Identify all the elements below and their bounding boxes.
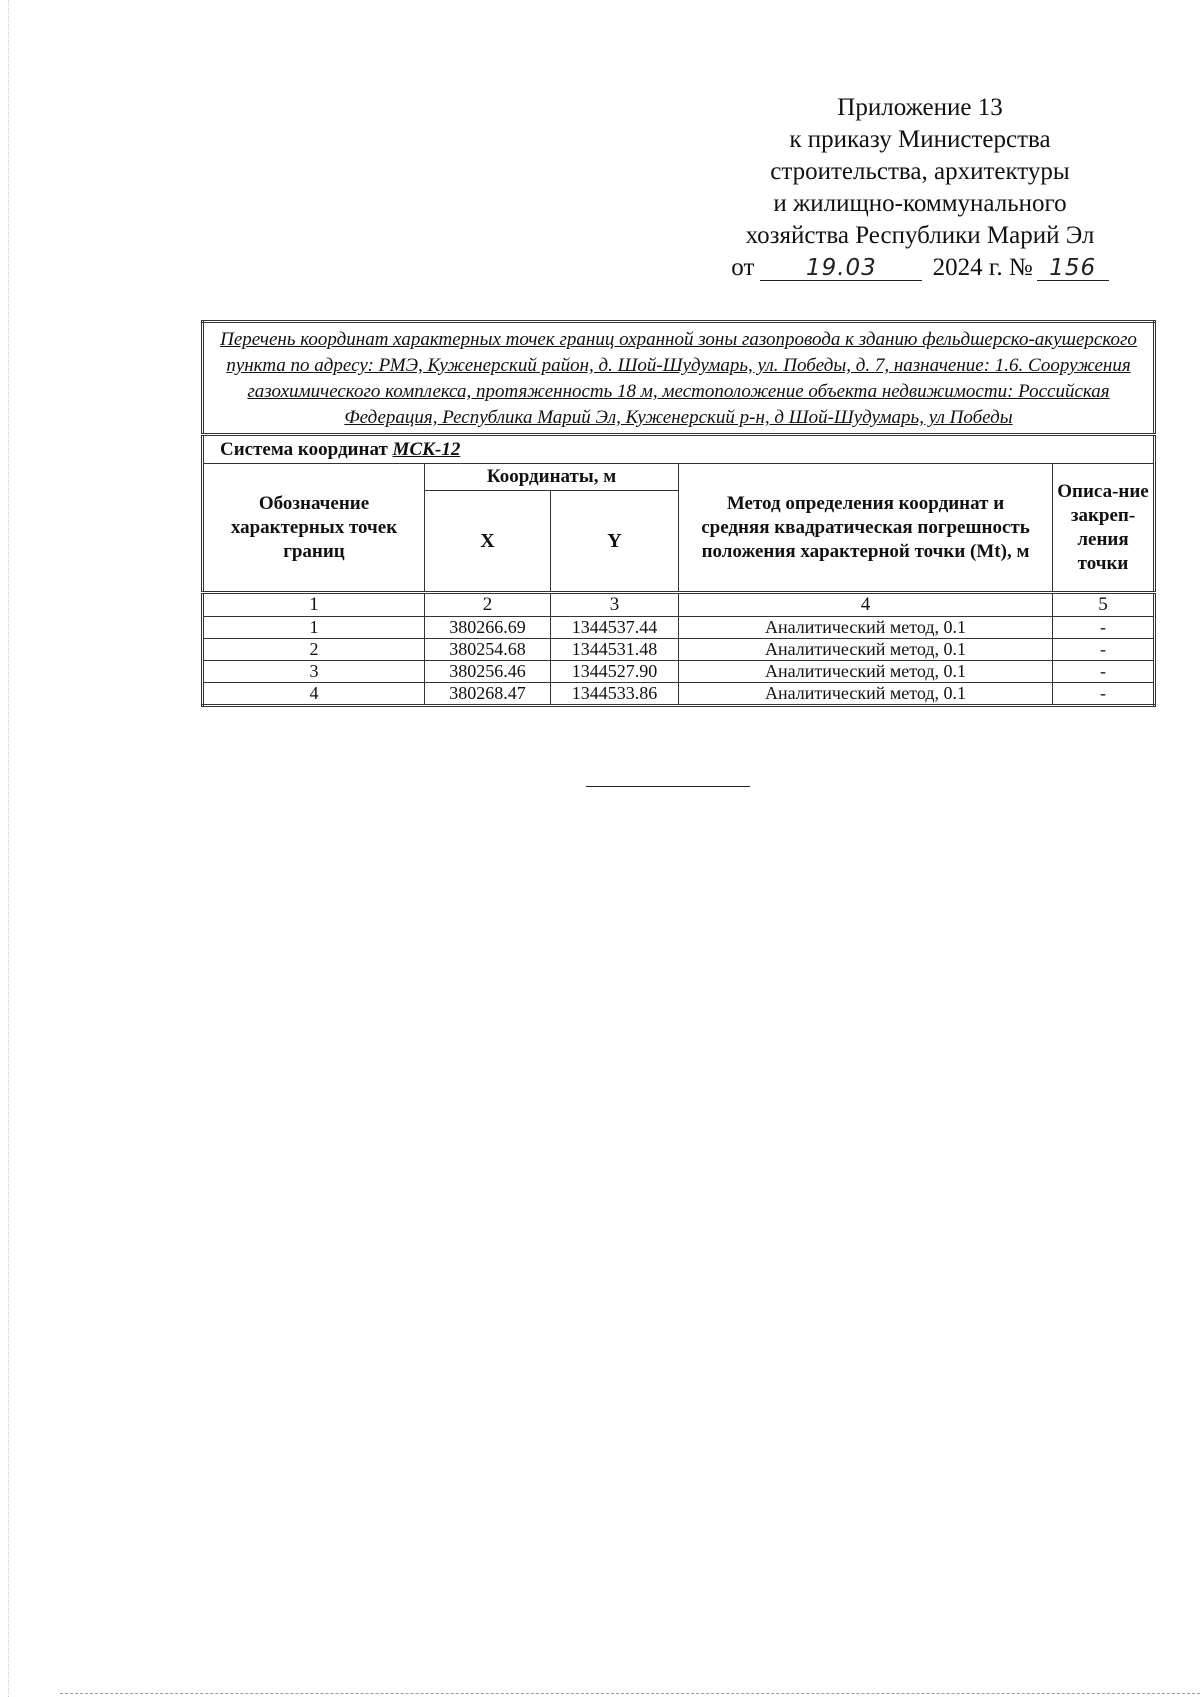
cell-point: 3 — [203, 661, 425, 683]
cell-y: 1344531.48 — [551, 639, 679, 661]
header-x: X — [425, 491, 551, 593]
appendix-line: и жилищно-коммунального — [773, 190, 1067, 217]
year-number-label: 2024 г. № — [932, 254, 1033, 281]
coordinates-table — [201, 320, 1156, 707]
column-number: 5 — [1053, 593, 1155, 617]
cell-description: - — [1053, 639, 1155, 661]
appendix-header — [690, 92, 1150, 284]
header-point-designation: Обозначение характерных точек границ — [203, 464, 425, 593]
column-number: 2 — [425, 593, 551, 617]
cell-description: - — [1053, 617, 1155, 639]
cell-point: 4 — [203, 683, 425, 706]
appendix-line: строительства, архитектуры — [770, 158, 1070, 185]
cell-method: Аналитический метод, 0.1 — [679, 617, 1053, 639]
coordinate-system-value: МСК-12 — [392, 438, 461, 460]
cell-x: 380268.47 — [425, 683, 551, 706]
coordinate-system-label: Система координат — [220, 438, 388, 460]
cell-description: - — [1053, 661, 1155, 683]
scan-left-edge — [8, 0, 9, 1697]
cell-point: 2 — [203, 639, 425, 661]
cell-method: Аналитический метод, 0.1 — [679, 683, 1053, 706]
cell-method: Аналитический метод, 0.1 — [679, 661, 1053, 683]
end-of-document-rule — [586, 786, 750, 787]
date-prefix: от — [731, 254, 755, 281]
cell-x: 380266.69 — [425, 617, 551, 639]
cell-y: 1344537.44 — [551, 617, 679, 639]
cell-y: 1344527.90 — [551, 661, 679, 683]
scan-bottom-edge — [60, 1693, 1200, 1694]
column-number: 1 — [203, 593, 425, 617]
column-numbers-row — [203, 593, 1155, 617]
table-row — [203, 683, 1155, 706]
table-row — [203, 639, 1155, 661]
cell-method: Аналитический метод, 0.1 — [679, 639, 1053, 661]
handwritten-order-number: 156 — [1037, 256, 1109, 281]
table-row — [203, 617, 1155, 639]
order-date-line — [690, 252, 1150, 284]
header-method: Метод определения координат и средняя квадратическая погрешность положения характерной точки (Mt), м — [679, 464, 1053, 593]
cell-point: 1 — [203, 617, 425, 639]
appendix-line: к приказу Министерства — [789, 126, 1051, 153]
cell-x: 380254.68 — [425, 639, 551, 661]
cell-y: 1344533.86 — [551, 683, 679, 706]
appendix-line: Приложение 13 — [837, 94, 1003, 121]
cell-description: - — [1053, 683, 1155, 706]
header-y: Y — [551, 491, 679, 593]
table-row — [203, 661, 1155, 683]
appendix-line: хозяйства Республики Марий Эл — [745, 222, 1095, 249]
cell-x: 380256.46 — [425, 661, 551, 683]
table-title: Перечень координат характерных точек границ охранной зоны газопровода к зданию фельдшерско-акушерского пункта по адресу: РМЭ, Куженерский район, д. Шой-Шудумарь, ул. Победы, д. 7, назначение: 1.6. Сооружения газохимического комплекса, протяженность 18 м, местоположение объекта недвижимости: Российская Федерация, Республика Марий Эл, Куженерский р-н, д Шой-Шудумарь, ул Победы — [203, 322, 1155, 435]
handwritten-date: 19.03 — [760, 256, 922, 281]
header-coordinates: Координаты, м — [425, 464, 679, 491]
header-description: Описа-ние закреп-ления точки — [1053, 464, 1155, 593]
column-number: 4 — [679, 593, 1053, 617]
coordinate-system-row — [203, 435, 1155, 464]
column-number: 3 — [551, 593, 679, 617]
